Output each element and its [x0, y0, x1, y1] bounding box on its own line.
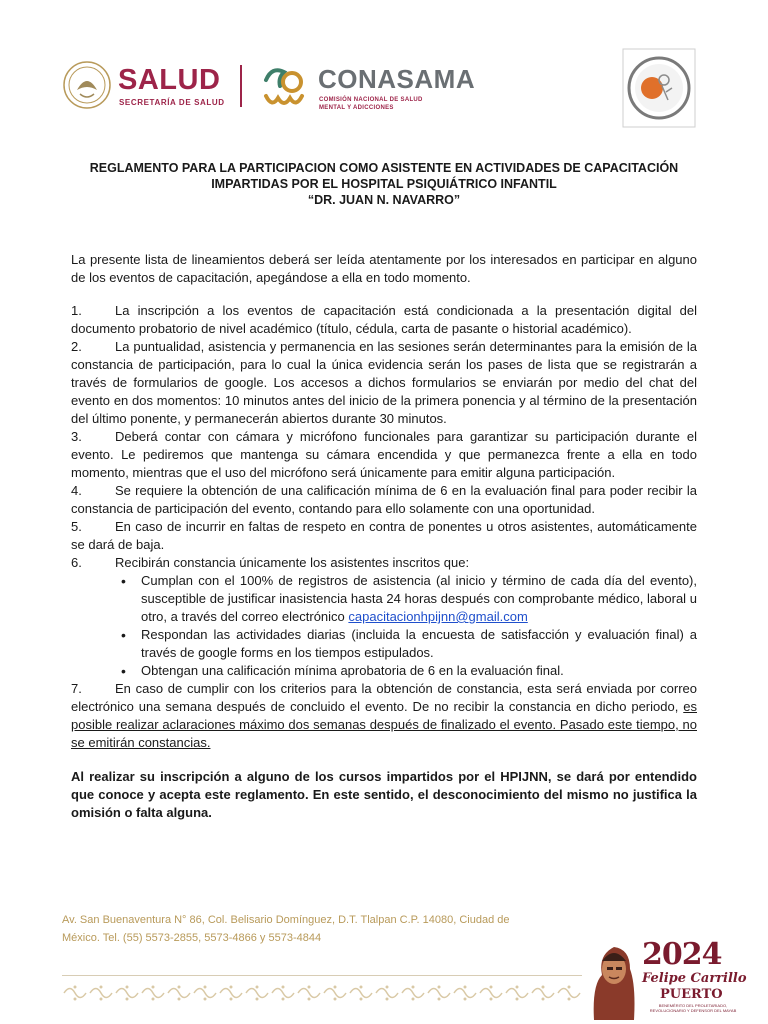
closing-statement: Al realizar su inscripción a alguno de los cursos impartidos por el HPIJNN, se dará por entendido que conoce y acepta este reglamento. En este sentido, el desconocimiento del mismo no justifica la omisión o falta alguna. — [71, 769, 697, 820]
rule-text: Se requiere la obtención de una calificación mínima de 6 en la evaluación final para poder recibir la constancia de participación del evento, contando para ello solamente con una oportunidad. — [71, 483, 697, 516]
year-badge — [590, 935, 747, 1020]
salud-logo-subtitle: SECRETARÍA DE SALUD — [119, 98, 225, 107]
requirements-list — [71, 572, 697, 680]
rule-item-2 — [71, 338, 697, 428]
year-badge-name2: PUERTO — [660, 987, 723, 1002]
document-body — [71, 251, 697, 835]
address-line-2: México. Tel. (55) 5573-2855, 5573-4866 y 5573-4844 — [62, 932, 322, 944]
ornamental-pattern-icon — [62, 982, 582, 1004]
requirement-grade — [141, 662, 697, 680]
conasama-logo-text: CONASAMA — [318, 64, 476, 94]
footer-address — [62, 911, 542, 947]
mexico-seal-icon — [62, 60, 112, 110]
conasama-mark-icon — [258, 60, 312, 114]
requirement-attendance — [141, 572, 697, 626]
year-badge-year: 2024 — [642, 937, 722, 972]
year-badge-name: Felipe Carrillo — [642, 971, 747, 986]
title-line-2: IMPARTIDAS POR EL HOSPITAL PSIQUIÁTRICO INFANTIL — [211, 177, 557, 191]
rule-item-5 — [71, 518, 697, 554]
rule-number: 3. — [71, 429, 82, 444]
rule-number: 1. — [71, 303, 82, 318]
rule-text-underlined: es posible realizar aclaraciones máximo dos semanas después de finalizado el evento. Pasado este tiempo, no se emitirán constancias. — [71, 699, 697, 750]
rule-text: Recibirán constancia únicamente los asistentes inscritos que: — [115, 555, 470, 570]
rule-item-1 — [71, 302, 697, 338]
hospital-logo-icon — [622, 48, 696, 128]
intro-paragraph: La presente lista de lineamientos deberá ser leída atentamente por los interesados en participar en alguno de los eventos de capacitación, apegándose a ella en todo momento. — [71, 252, 697, 285]
rule-text: En caso de incurrir en faltas de respeto en contra de ponentes u otros asistentes, automáticamente se dará de baja. — [71, 519, 697, 552]
portrait-icon — [590, 935, 638, 1020]
header-divider — [240, 65, 242, 107]
rule-number: 2. — [71, 339, 82, 354]
address-line-1: Av. San Buenaventura N° 86, Col. Belisario Domínguez, D.T. Tlalpan C.P. 14080, Ciudad de — [62, 914, 510, 926]
footer-divider — [62, 975, 582, 976]
rule-number: 7. — [71, 681, 82, 696]
rule-number: 5. — [71, 519, 82, 534]
rule-item-4 — [71, 482, 697, 518]
title-line-1: REGLAMENTO PARA LA PARTICIPACION COMO ASISTENTE EN ACTIVIDADES DE CAPACITACIÓN — [89, 161, 679, 175]
year-badge-caption: BENEMÉRITO DEL PROLETARIADO, REVOLUCIONARIO Y DEFENSOR DEL MAYAB — [649, 1003, 737, 1013]
title-line-3: “DR. JUAN N. NAVARRO” — [307, 193, 461, 207]
rule-text: En caso de cumplir con los criterios para la obtención de constancia, esta será enviada por correo electrónico una semana después de concluido el evento. De no recibir la constancia en dicho periodo, — [71, 681, 697, 714]
document-title — [60, 160, 708, 208]
rule-number: 6. — [71, 555, 82, 570]
rule-item-3 — [71, 428, 697, 482]
requirement-text: Respondan las actividades diarias (incluida la encuesta de satisfacción y evaluación final) a través de google forms en los tiempos estipulados. — [141, 627, 697, 660]
contact-email-link[interactable]: capacitacionhpijnn@gmail.com — [348, 609, 528, 624]
requirement-text: Cumplan con el 100% de registros de asistencia (al inicio y término de cada día del evento), susceptible de justificar inasistencia hasta 24 horas después con comprobante médico, laboral u otro, a través del correo electrónico — [141, 573, 697, 624]
requirement-text: Obtengan una calificación mínima aprobatoria de 6 en la evaluación final. — [141, 663, 564, 678]
rule-text: Deberá contar con cámara y micrófono funcionales para garantizar su participación durante el evento. Le pediremos que mantenga su cámara encendida y que permanezca frente a ella en todo momento, mientras que el uso del micrófono será únicamente para emitir alguna participación. — [71, 429, 697, 480]
rule-number: 4. — [71, 483, 82, 498]
rule-item-6 — [71, 554, 697, 572]
document-header — [0, 40, 768, 135]
rule-text: La inscripción a los eventos de capacitación está condicionada a la presentación digital del documento probatorio de nivel académico (título, cédula, carta de pasante o historial académico). — [71, 303, 697, 336]
conasama-logo-subtitle: COMISIÓN NACIONAL DE SALUD MENTAL Y ADICCIONES — [319, 97, 423, 111]
rule-item-7 — [71, 680, 697, 752]
rule-text: La puntualidad, asistencia y permanencia en las sesiones serán determinantes para la emisión de la constancia de participación, para lo cual la única evidencia serán los pases de lista que se registrarán a través de formularios de google. Los accesos a dichos formularios se enviarán por medio del chat del evento en dos momentos: 10 minutos antes del inicio de la primera ponencia y al término de la presentación del último ponente, y permanecerán abiertos durante 30 minutos. — [71, 339, 697, 426]
salud-logo-text: SALUD — [118, 64, 221, 96]
requirement-activities — [141, 626, 697, 662]
